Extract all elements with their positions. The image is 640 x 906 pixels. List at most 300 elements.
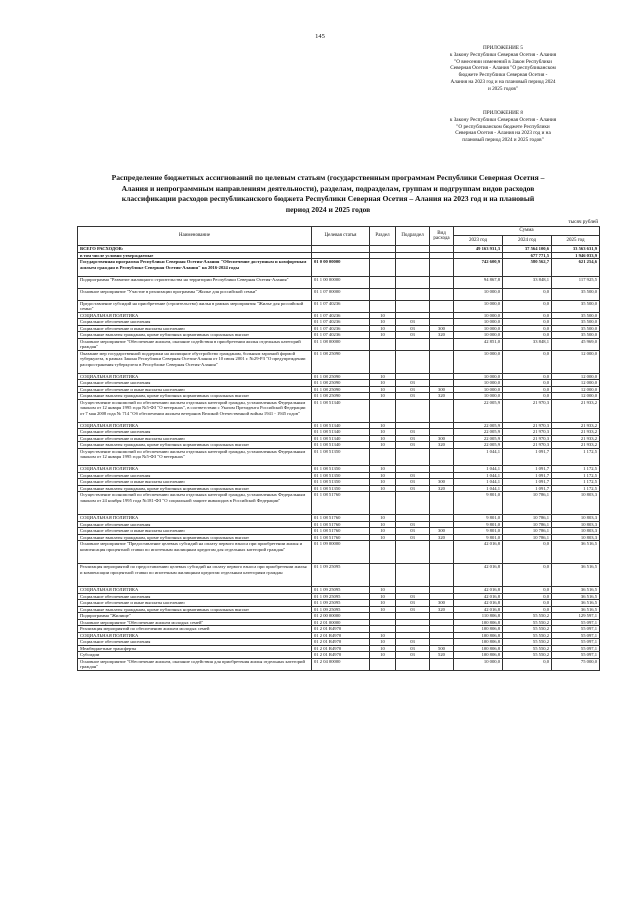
- row-expense-type: [430, 300, 454, 312]
- row-name: Социальное обеспечение населения: [78, 639, 312, 646]
- row-sum-2024: 0,0: [503, 541, 552, 564]
- row-name: СОЦИАЛЬНАЯ ПОЛИТИКА: [78, 587, 312, 594]
- row-sum-2025: 21 933,2: [552, 435, 600, 442]
- row-name: Социальное обеспечение и иные выплаты населению: [78, 479, 312, 486]
- row-sum-2025: 36 516,5: [552, 564, 600, 587]
- row-sum-2023: 1 044,1: [454, 485, 503, 492]
- row-section: 10: [370, 534, 396, 541]
- row-subsection: [396, 350, 430, 373]
- row-name: Основное мероприятие "Участие в реализации программы "Жилье для российской семьи": [78, 288, 312, 300]
- appendix-5-lines: [408, 52, 598, 93]
- row-name: Межбюджетные трансферты: [78, 645, 312, 652]
- row-target-article: 01 2 01 R4970: [312, 626, 370, 633]
- row-subsection: [396, 288, 430, 300]
- row-sum-2025: 55 097,1: [552, 652, 600, 659]
- row-name: Социальное обеспечение населения: [78, 380, 312, 387]
- row-name: Социальное обеспечение и иные выплаты населению: [78, 528, 312, 535]
- row-name: Социальные выплаты гражданам, кроме публичных нормативных социальных выплат: [78, 534, 312, 541]
- row-expense-type: 320: [430, 332, 454, 339]
- table-row: [78, 448, 600, 466]
- row-subsection: [396, 300, 430, 312]
- row-subsection: [396, 338, 430, 350]
- row-target-article: 01 2 01 R4970: [312, 632, 370, 639]
- row-subsection: 03: [396, 521, 430, 528]
- document-title-line: период 2024 и 2025 годов: [285, 204, 371, 214]
- row-expense-type: 520: [430, 652, 454, 659]
- row-sum-2025: 55 097,1: [552, 619, 600, 626]
- row-sum-2024: 0,0: [503, 312, 552, 319]
- row-subsection: 03: [396, 332, 430, 339]
- budget-table-body: [78, 246, 600, 671]
- row-sum-2023: 742 600,9: [454, 259, 503, 277]
- row-name: Социальные выплаты гражданам, кроме публичных нормативных социальных выплат: [78, 485, 312, 492]
- row-sum-2024: 0,0: [503, 300, 552, 312]
- row-expense-type: [430, 564, 454, 587]
- row-name: Социальное обеспечение населения: [78, 429, 312, 436]
- row-section: 10: [370, 319, 396, 326]
- row-sum-2023: 9 801,0: [454, 521, 503, 528]
- row-expense-type: 300: [430, 435, 454, 442]
- row-sum-2024: 0,0: [503, 606, 552, 613]
- row-expense-type: [430, 259, 454, 277]
- row-sum-2025: 33 563 631,9: [552, 246, 600, 253]
- row-subsection: 03: [396, 652, 430, 659]
- row-target-article: 01 2 01 R4970: [312, 652, 370, 659]
- appendix-8-line: Северная Осетия - Алания на 2023 год и на: [455, 130, 551, 137]
- row-sum-2023: 1 044,1: [454, 448, 503, 466]
- appendix-8-lines: [408, 117, 598, 144]
- row-target-article: 01 1 07 40236: [312, 319, 370, 326]
- row-sum-2025: 21 933,2: [552, 399, 600, 422]
- row-sum-2025: 10 803,3: [552, 492, 600, 515]
- row-sum-2025: 21 933,2: [552, 422, 600, 429]
- header-subsection: Подраздел: [396, 227, 430, 246]
- row-section: [370, 259, 396, 277]
- row-name: Социальное обеспечение населения: [78, 593, 312, 600]
- row-name: Социальное обеспечение населения: [78, 319, 312, 326]
- row-sum-2025: 1 172,5: [552, 448, 600, 466]
- row-sum-2025: 12 000,0: [552, 380, 600, 387]
- row-section: 10: [370, 442, 396, 449]
- row-sum-2025: 1 172,5: [552, 466, 600, 473]
- appendix-5-line: "О внесении изменений в Закон Республики: [454, 58, 552, 65]
- row-sum-2024: 0,0: [503, 600, 552, 607]
- row-name: Социальные выплаты гражданам, кроме публичных нормативных социальных выплат: [78, 442, 312, 449]
- row-section: [370, 288, 396, 300]
- row-target-article: 01 1 07 40236: [312, 300, 370, 312]
- row-sum-2025: 10 803,3: [552, 534, 600, 541]
- row-target-article: 01 1 08 51340: [312, 399, 370, 422]
- row-target-article: 01 1 08 51760: [312, 528, 370, 535]
- row-section: [370, 300, 396, 312]
- appendix-5-block: [408, 45, 598, 93]
- row-sum-2023: 10 000,0: [454, 312, 503, 319]
- row-subsection: [396, 492, 430, 515]
- row-subsection: 03: [396, 429, 430, 436]
- row-sum-2023: 9 801,0: [454, 492, 503, 515]
- row-target-article: 01 1 09 25095: [312, 587, 370, 594]
- row-subsection: 03: [396, 442, 430, 449]
- row-sum-2024: 0,0: [503, 393, 552, 400]
- row-sum-2024: 0,0: [503, 593, 552, 600]
- row-name: Социальное обеспечение и иные выплаты населению: [78, 600, 312, 607]
- row-section: 10: [370, 393, 396, 400]
- row-section: [370, 399, 396, 422]
- appendix-5-line: и 2025 годов": [488, 85, 518, 92]
- row-sum-2023: 100 806,8: [454, 639, 503, 646]
- row-sum-2023: 1 044,1: [454, 466, 503, 473]
- row-expense-type: [430, 399, 454, 422]
- row-sum-2024: 10 786,1: [503, 515, 552, 522]
- row-subsection: 03: [396, 380, 430, 387]
- row-sum-2024: 0,0: [503, 319, 552, 326]
- row-name: Основное мероприятие "Обеспечение жильем, оказание содействия в приобретении жилья отдельных категорий граждан": [78, 338, 312, 350]
- row-sum-2023: 22 005,9: [454, 442, 503, 449]
- row-sum-2025: 55 097,1: [552, 645, 600, 652]
- row-section: 10: [370, 515, 396, 522]
- row-sum-2025: 621 254,6: [552, 259, 600, 277]
- row-name: СОЦИАЛЬНАЯ ПОЛИТИКА: [78, 312, 312, 319]
- row-sum-2023: 10 000,0: [454, 658, 503, 670]
- row-sum-2024: 10 786,1: [503, 534, 552, 541]
- row-sum-2025: 36 516,5: [552, 541, 600, 564]
- document-title: [58, 173, 598, 215]
- row-name: Предоставление субсидий на приобретение (строительство) жилья в рамках мероприятия "Жилье для российской семьи": [78, 300, 312, 312]
- row-sum-2023: 100 806,8: [454, 619, 503, 626]
- row-section: 10: [370, 386, 396, 393]
- table-row: [78, 259, 600, 277]
- row-expense-type: 300: [430, 325, 454, 332]
- row-section: 10: [370, 380, 396, 387]
- row-sum-2024: 0,0: [503, 288, 552, 300]
- row-sum-2023: 100 806,8: [454, 645, 503, 652]
- header-target-article: Целевая статья: [312, 227, 370, 246]
- row-section: [370, 350, 396, 373]
- row-subsection: [396, 448, 430, 466]
- row-section: 10: [370, 466, 396, 473]
- row-section: 10: [370, 528, 396, 535]
- row-sum-2025: 35 500,0: [552, 288, 600, 300]
- row-expense-type: 320: [430, 393, 454, 400]
- row-subsection: [396, 658, 430, 670]
- row-section: 10: [370, 479, 396, 486]
- row-sum-2023: 100 806,8: [454, 632, 503, 639]
- row-sum-2024: 0,0: [503, 587, 552, 594]
- row-target-article: 01 1 08 51340: [312, 442, 370, 449]
- row-expense-type: [430, 658, 454, 670]
- row-section: [370, 564, 396, 587]
- row-sum-2024: 1 091,7: [503, 485, 552, 492]
- row-sum-2023: 22 005,9: [454, 399, 503, 422]
- row-target-article: 01 1 09 25095: [312, 606, 370, 613]
- row-sum-2024: 677 771,5: [503, 252, 552, 259]
- row-sum-2024: 55 550,2: [503, 632, 552, 639]
- row-sum-2024: 21 970,3: [503, 422, 552, 429]
- row-target-article: 01 1 08 25090: [312, 373, 370, 380]
- row-name: Субсидии: [78, 652, 312, 659]
- row-sum-2023: 1 044,1: [454, 479, 503, 486]
- row-subsection: [396, 541, 430, 564]
- row-target-article: 01 1 08 51350: [312, 479, 370, 486]
- row-section: 10: [370, 485, 396, 492]
- row-sum-2023: 10 000,0: [454, 373, 503, 380]
- row-sum-2023: 100 806,8: [454, 626, 503, 633]
- row-expense-type: 320: [430, 534, 454, 541]
- appendix-5-line: Северная Осетия - Алания "О республиканском: [450, 65, 556, 72]
- row-target-article: 01 1 08 25090: [312, 386, 370, 393]
- row-subsection: 03: [396, 485, 430, 492]
- header-expense-type: Вид расхода: [430, 227, 454, 246]
- table-row: [78, 338, 600, 350]
- row-name: ВСЕГО РАСХОДОВ:: [78, 246, 312, 253]
- row-target-article: 01 1 08 51760: [312, 515, 370, 522]
- row-sum-2025: 75 000,0: [552, 658, 600, 670]
- row-name: Осуществление полномочий по обеспечению жильем отдельных категорий граждан, установленных Федеральным законом от 24 ноября 1995 года №181-ФЗ "О социальной защите инвалидов в Российской Федерации": [78, 492, 312, 515]
- row-name: Подпрограмма "Развитие жилищного строительства на территории Республики Северная Осетия-Алания": [78, 276, 312, 288]
- row-sum-2025: 21 933,2: [552, 442, 600, 449]
- row-subsection: 03: [396, 593, 430, 600]
- row-sum-2024: 55 550,2: [503, 626, 552, 633]
- row-sum-2024: 55 550,2: [503, 645, 552, 652]
- row-sum-2025: 36 516,5: [552, 593, 600, 600]
- appendix-8-block: [408, 110, 598, 144]
- row-sum-2023: 9 801,0: [454, 528, 503, 535]
- row-section: 10: [370, 422, 396, 429]
- row-sum-2023: 42 016,8: [454, 564, 503, 587]
- row-section: 10: [370, 521, 396, 528]
- row-sum-2023: 42 016,8: [454, 600, 503, 607]
- row-sum-2025: 55 097,1: [552, 639, 600, 646]
- row-target-article: 01 1 09 25095: [312, 564, 370, 587]
- row-sum-2025: 36 516,5: [552, 606, 600, 613]
- row-sum-2023: 10 000,0: [454, 332, 503, 339]
- row-subsection: 03: [396, 606, 430, 613]
- row-sum-2025: 10 803,3: [552, 528, 600, 535]
- row-expense-type: [430, 338, 454, 350]
- row-name: Реализация мероприятий по предоставлению целевых субсидий на оплату первого взноса при приобретении жилья и компенсации процентной ставки по ипотечным жилищным кредитам отдельным категориям граждан: [78, 564, 312, 587]
- row-section: 10: [370, 645, 396, 652]
- row-name: Социальное обеспечение населения: [78, 472, 312, 479]
- row-name: Государственная программа Республики Северная Осетия-Алания "Обеспечение доступным и комфортным жильем граждан в Республике Северная Осетия-Алания" на 2016-2024 годы: [78, 259, 312, 277]
- row-subsection: 03: [396, 479, 430, 486]
- header-name: Наименование: [78, 227, 312, 246]
- row-sum-2023: 10 000,0: [454, 380, 503, 387]
- row-sum-2025: 21 933,2: [552, 429, 600, 436]
- row-sum-2023: 10 000,0: [454, 393, 503, 400]
- row-target-article: 01 1 08 00000: [312, 338, 370, 350]
- row-sum-2025: 10 803,3: [552, 521, 600, 528]
- row-sum-2024: 10 786,1: [503, 492, 552, 515]
- appendix-8-line: к Закону Республики Северная Осетия - Алания: [449, 116, 557, 123]
- document-title-line: Распределение бюджетных ассигнований по целевым статьям (государственным программам Республики Северная Осетия –: [111, 173, 545, 182]
- row-expense-type: 320: [430, 442, 454, 449]
- row-sum-2025: 55 097,1: [552, 626, 600, 633]
- table-row: [78, 564, 600, 587]
- row-name: Оказание мер государственной поддержки на жилищное обустройство гражданам, больным заразной формой туберкулеза, в рамках Закона Республики Северная Осетия-Алания от 10 июля 2001 г. №29-РЗ "О предупреждении распространения туберкулеза в Республике Северная Осетия-Алания": [78, 350, 312, 373]
- row-sum-2023: 10 000,0: [454, 300, 503, 312]
- row-section: 10: [370, 373, 396, 380]
- row-sum-2024: 0,0: [503, 325, 552, 332]
- row-target-article: 01 1 08 51340: [312, 435, 370, 442]
- row-sum-2023: 10 000,0: [454, 350, 503, 373]
- row-subsection: 03: [396, 639, 430, 646]
- row-sum-2023: 10 000,0: [454, 325, 503, 332]
- header-year-2025: 2025 год: [552, 236, 600, 246]
- row-target-article: 01 1 07 40236: [312, 312, 370, 319]
- row-name: СОЦИАЛЬНАЯ ПОЛИТИКА: [78, 373, 312, 380]
- row-expense-type: [430, 492, 454, 515]
- row-name: в том числе условно утверждаемые: [78, 252, 312, 259]
- row-sum-2024: 0,0: [503, 373, 552, 380]
- row-sum-2024: 37 564 100,6: [503, 246, 552, 253]
- row-target-article: 01 2 00 00000: [312, 613, 370, 620]
- row-section: 10: [370, 332, 396, 339]
- row-section: [370, 448, 396, 466]
- row-sum-2025: 12 000,0: [552, 393, 600, 400]
- header-sum: Сумма: [454, 227, 600, 236]
- row-sum-2023: 9 801,0: [454, 534, 503, 541]
- row-name: Реализация мероприятий по обеспечению жильем молодых семей: [78, 626, 312, 633]
- row-expense-type: 320: [430, 485, 454, 492]
- row-name: Социальное обеспечение и иные выплаты населению: [78, 386, 312, 393]
- units-label: тысяч рублей: [568, 219, 598, 225]
- row-expense-type: [430, 541, 454, 564]
- row-section: [370, 541, 396, 564]
- row-name: Социальное обеспечение и иные выплаты населению: [78, 435, 312, 442]
- row-section: 10: [370, 632, 396, 639]
- row-target-article: 01 1 08 51350: [312, 485, 370, 492]
- table-row: [78, 658, 600, 670]
- row-name: Осуществление полномочий по обеспечению жильем отдельных категорий граждан, установленных Федеральным законом от 12 января 1995 года №5-ФЗ "О ветеранах": [78, 448, 312, 466]
- row-expense-type: 300: [430, 386, 454, 393]
- row-section: [370, 658, 396, 670]
- row-section: 10: [370, 587, 396, 594]
- row-sum-2025: 10 803,3: [552, 515, 600, 522]
- row-name: Социальные выплаты гражданам, кроме публичных нормативных социальных выплат: [78, 393, 312, 400]
- row-target-article: 01 1 08 25090: [312, 380, 370, 387]
- appendix-5-title: ПРИЛОЖЕНИЕ 5: [483, 45, 523, 51]
- row-sum-2025: 1 172,5: [552, 472, 600, 479]
- row-expense-type: [430, 276, 454, 288]
- header-section: Раздел: [370, 227, 396, 246]
- row-sum-2024: 55 550,2: [503, 639, 552, 646]
- table-row: [78, 399, 600, 422]
- appendix-8-title: ПРИЛОЖЕНИЕ 8: [483, 110, 523, 116]
- row-target-article: 01 2 01 R4970: [312, 645, 370, 652]
- row-name: СОЦИАЛЬНАЯ ПОЛИТИКА: [78, 422, 312, 429]
- document-title-line: Алания и непрограммным направлениям деятельности), разделам, подразделам, группам и подгруппам видов расходов: [121, 183, 535, 193]
- row-sum-2024: 10 786,1: [503, 521, 552, 528]
- row-name: Социальные выплаты гражданам, кроме публичных нормативных социальных выплат: [78, 606, 312, 613]
- row-sum-2023: 110 806,8: [454, 613, 503, 620]
- row-name: Осуществление полномочий по обеспечению жильем отдельных категорий граждан, установленных Федеральным законом от 12 января 1995 года №5-ФЗ "О ветеранах", в соответствии с Указом Президента Российской Федерации от 7 мая 2008 года № 714 "Об обеспечении жильем ветеранов Великой Отечественной войны 1941 - 1945 годов": [78, 399, 312, 422]
- row-sum-2023: 100 806,8: [454, 652, 503, 659]
- row-target-article: 01 1 08 51760: [312, 534, 370, 541]
- budget-table: [77, 226, 600, 671]
- row-sum-2024: 21 970,3: [503, 429, 552, 436]
- row-expense-type: 300: [430, 600, 454, 607]
- row-name: СОЦИАЛЬНАЯ ПОЛИТИКА: [78, 515, 312, 522]
- row-target-article: 01 1 09 00000: [312, 541, 370, 564]
- row-sum-2024: 0,0: [503, 658, 552, 670]
- row-sum-2024: 21 970,3: [503, 442, 552, 449]
- row-sum-2024: 21 970,3: [503, 435, 552, 442]
- row-sum-2024: 0,0: [503, 380, 552, 387]
- row-target-article: 01 1 07 40236: [312, 325, 370, 332]
- row-sum-2025: 117 925,5: [552, 276, 600, 288]
- row-sum-2024: 55 550,2: [503, 619, 552, 626]
- row-sum-2025: 35 500,0: [552, 325, 600, 332]
- row-subsection: 03: [396, 645, 430, 652]
- row-sum-2024: 10 786,1: [503, 528, 552, 535]
- row-section: [370, 492, 396, 515]
- row-target-article: 01 1 08 25090: [312, 393, 370, 400]
- row-target-article: 01 1 08 51350: [312, 448, 370, 466]
- row-target-article: 01 1 09 25095: [312, 593, 370, 600]
- row-expense-type: [430, 288, 454, 300]
- row-subsection: 03: [396, 528, 430, 535]
- row-sum-2023: 10 000,0: [454, 288, 503, 300]
- row-sum-2025: 1 946 033,9: [552, 252, 600, 259]
- row-target-article: 01 2 01 00000: [312, 619, 370, 626]
- row-sum-2025: 35 500,0: [552, 300, 600, 312]
- row-target-article: 01 2 04 00000: [312, 658, 370, 670]
- row-subsection: [396, 399, 430, 422]
- row-sum-2025: 12 000,0: [552, 386, 600, 393]
- row-sum-2025: 12 000,0: [552, 350, 600, 373]
- row-sum-2024: 0,0: [503, 332, 552, 339]
- row-sum-2023: 10 000,0: [454, 319, 503, 326]
- table-row: [78, 492, 600, 515]
- row-name: Основное мероприятие "Обеспечение жильем молодых семей": [78, 619, 312, 626]
- row-expense-type: [430, 350, 454, 373]
- row-sum-2023: 22 005,9: [454, 422, 503, 429]
- appendix-5-line: Алания на 2023 год и на плановый период 2024: [450, 78, 556, 85]
- row-name: Социальное обеспечение населения: [78, 521, 312, 528]
- row-section: 10: [370, 652, 396, 659]
- row-subsection: [396, 564, 430, 587]
- row-target-article: 01 1 08 51350: [312, 466, 370, 473]
- table-row: [78, 541, 600, 564]
- row-subsection: 03: [396, 386, 430, 393]
- row-section: 10: [370, 429, 396, 436]
- row-target-article: 01 1 08 25090: [312, 350, 370, 373]
- row-sum-2024: 55 550,2: [503, 613, 552, 620]
- row-subsection: 03: [396, 319, 430, 326]
- row-section: [370, 276, 396, 288]
- row-sum-2023: 22 005,9: [454, 429, 503, 436]
- row-sum-2024: 580 562,7: [503, 259, 552, 277]
- row-subsection: 03: [396, 325, 430, 332]
- document-title-line: классификации расходов республиканского бюджета Республики Северная Осетия – Алания на 2023 год и на плановый: [121, 194, 535, 203]
- row-sum-2023: 9 801,0: [454, 515, 503, 522]
- row-target-article: 01 1 07 00000: [312, 288, 370, 300]
- row-target-article: 01 1 08 51760: [312, 521, 370, 528]
- row-subsection: 03: [396, 472, 430, 479]
- row-expense-type: 300: [430, 528, 454, 535]
- row-name: Подпрограмма "Жилище": [78, 613, 312, 620]
- appendix-8-line: плановый период 2024 и 2025 годов": [462, 137, 544, 144]
- appendix-8-line: "О республиканском бюджете Республики: [456, 123, 550, 130]
- row-sum-2023: 1 044,1: [454, 472, 503, 479]
- row-sum-2023: 94 867,8: [454, 276, 503, 288]
- row-target-article: 01 0 00 00000: [312, 259, 370, 277]
- row-sum-2025: 12 000,0: [552, 373, 600, 380]
- row-sum-2023: 10 000,0: [454, 386, 503, 393]
- row-target-article: 01 1 08 51760: [312, 492, 370, 515]
- row-target-article: 01 1 08 51340: [312, 422, 370, 429]
- row-sum-2023: 49 163 931,3: [454, 246, 503, 253]
